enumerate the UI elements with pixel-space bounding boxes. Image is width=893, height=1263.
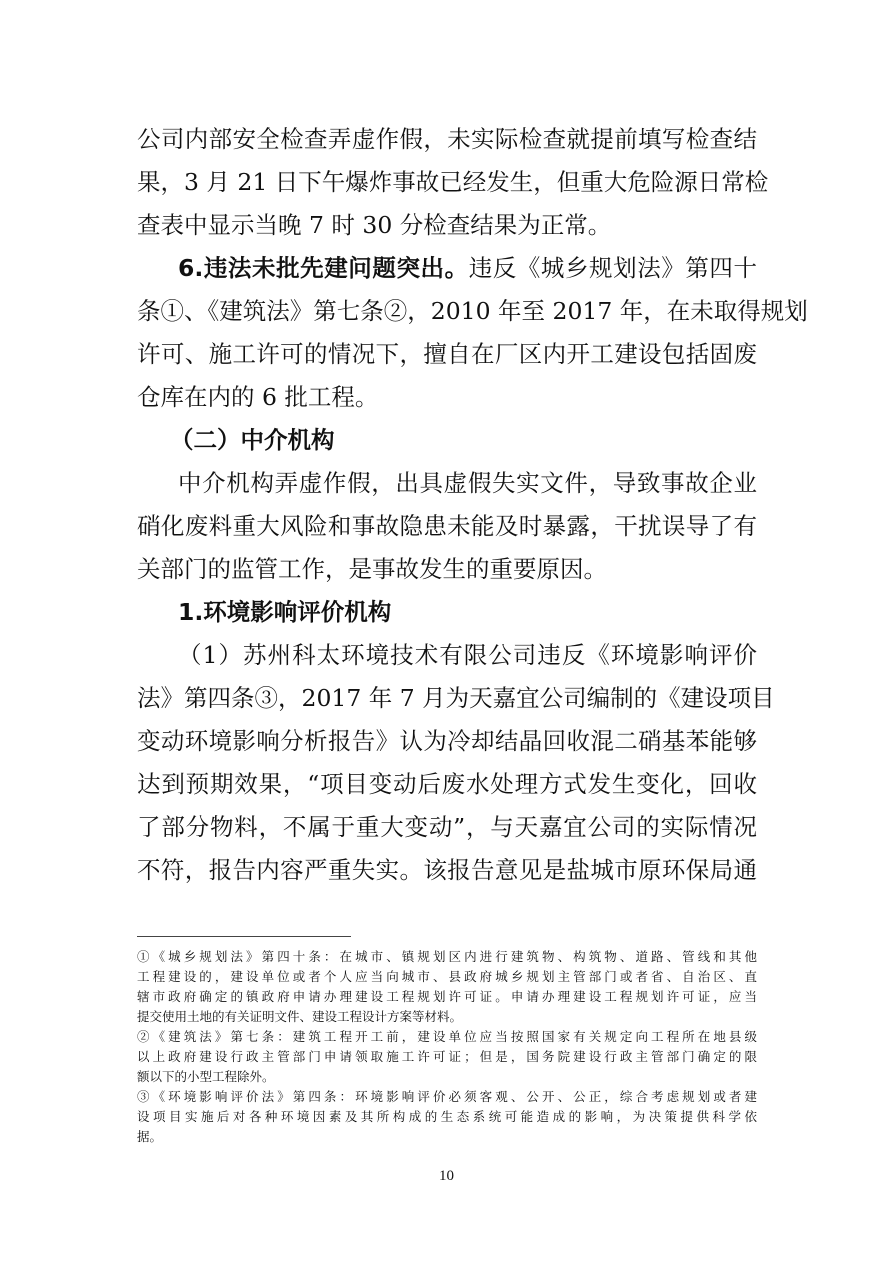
subsection-heading: 1.环境影响评价机构 — [178, 598, 392, 626]
footnote-line: 提交使用土地的有关证明文件、建设工程设计方案等材料。 — [137, 1009, 463, 1024]
page-number: 10 — [439, 1168, 454, 1184]
text-line: 中介机构弄虚作假，出具虚假失实文件，导致事故企业 — [178, 469, 757, 497]
text-line: 达到预期效果，“项目变动后废水处理方式发生变化，回收 — [137, 770, 757, 798]
text-line: 变动环境影响分析报告》认为冷却结晶回收混二硝基苯能够 — [137, 727, 757, 755]
footnote-line: 额以下的小型工程除外。 — [137, 1069, 275, 1084]
text-line: 许可、施工许可的情况下，擅自在厂区内开工建设包括固废 — [137, 340, 757, 368]
text-line: 公司内部安全检查弄虚作假，未实际检查就提前填写检查结 — [137, 125, 757, 153]
footnote-line: 据。 — [137, 1129, 163, 1144]
footnote-line: 辖市政府确定的镇政府申请办理建设工程规划许可证。申请办理建设工程规划许可证，应当 — [137, 989, 757, 1004]
text-line: 不符，报告内容严重失实。该报告意见是盐城市原环保局通 — [137, 856, 757, 884]
text-line: 6.违法未批先建问题突出。违反《城乡规划法》第四十 — [178, 254, 758, 282]
text-line: 硝化废料重大风险和事故隐患未能及时暴露，干扰误导了有 — [137, 512, 757, 540]
text-line: 法》第四条③，2017 年 7 月为天嘉宜公司编制的《建设项目 — [137, 684, 775, 712]
footnote-line: ②《建筑法》第七条：建筑工程开工前，建设单位应当按照国家有关规定向工程所在地县级 — [137, 1029, 757, 1044]
footnote-line: 工程建设的，建设单位或者个人应当向城市、县政府城乡规划主管部门或者省、自治区、直 — [137, 969, 757, 984]
text-line: 果，3 月 21 日下午爆炸事故已经发生，但重大危险源日常检 — [137, 168, 769, 196]
footnote-line: ①《城乡规划法》第四十条：在城市、镇规划区内进行建筑物、构筑物、道路、管线和其他 — [137, 949, 757, 964]
section-heading: （二）中介机构 — [170, 426, 335, 454]
text-line: 查表中显示当晚 7 时 30 分检查结果为正常。 — [137, 211, 612, 239]
text-line: 关部门的监管工作，是事故发生的重要原因。 — [137, 555, 607, 583]
text-line: （1）苏州科太环境技术有限公司违反《环境影响评价 — [178, 641, 757, 669]
footnote-line: ③《环境影响评价法》第四条：环境影响评价必须客观、公开、公正，综合考虑规划或者建 — [137, 1089, 757, 1104]
text-line: 仓库在内的 6 批工程。 — [137, 383, 379, 411]
footnote-line: 以上政府建设行政主管部门申请领取施工许可证；但是，国务院建设行政主管部门确定的限 — [137, 1049, 757, 1064]
footnote-line: 设项目实施后对各种环境因素及其所构成的生态系统可能造成的影响，为决策提供科学依 — [137, 1109, 757, 1124]
footnote-separator — [137, 936, 351, 937]
point-heading: 6.违法未批先建问题突出。 — [178, 254, 469, 282]
text-line: 条①、《建筑法》第七条②，2010 年至 2017 年，在未取得规划 — [137, 297, 808, 325]
text-line: 了部分物料，不属于重大变动”，与天嘉宜公司的实际情况 — [137, 813, 757, 841]
